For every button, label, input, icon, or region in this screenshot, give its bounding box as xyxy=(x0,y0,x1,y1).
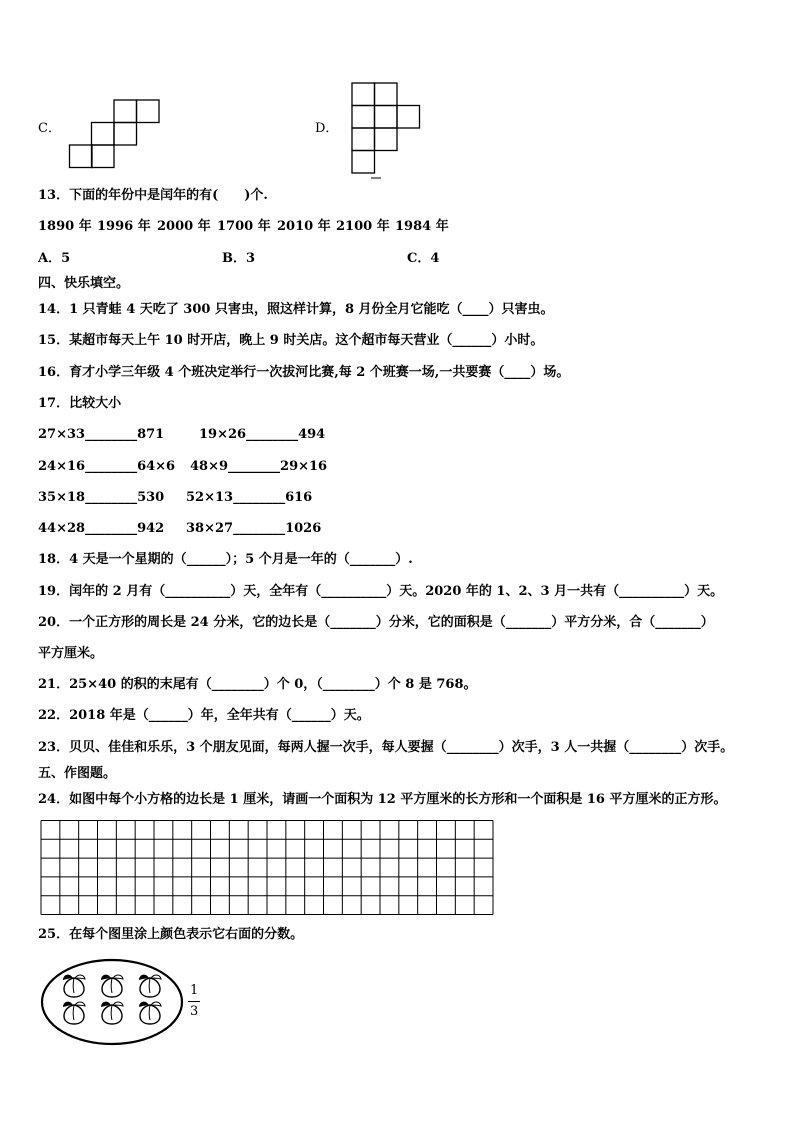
q13-year-1: 1890 年 xyxy=(38,219,92,234)
peach-icon xyxy=(139,1002,161,1024)
q17-title: 17．比较大小 xyxy=(38,396,122,411)
q21-text: 21．25×40 的积的末尾有（________）个 0，（________）个 8 是 768。 xyxy=(38,677,477,692)
q13-year-7: 1984 年 xyxy=(395,219,449,234)
q13-option-b: B．3 xyxy=(222,251,256,266)
q24-square-grid xyxy=(40,820,495,915)
q17-row1-right: 19×26________494 xyxy=(199,427,326,442)
peach-icon xyxy=(63,975,85,997)
q13-year-5: 2010 年 xyxy=(277,219,331,234)
q12-option-d-net xyxy=(351,82,421,180)
q13-year-2: 1996 年 xyxy=(97,219,151,234)
q17-row4-left: 44×28________942 xyxy=(38,521,165,536)
q25-fraction-denominator: 3 xyxy=(190,1004,199,1019)
q13-stem: 13．下面的年份中是闰年的有( )个. xyxy=(38,188,268,203)
section-5-heading: 五、作图题。 xyxy=(38,766,117,781)
q17-row4-right: 38×27________1026 xyxy=(186,521,322,536)
peach-icon xyxy=(101,1002,123,1024)
q25-fraction-numerator: 1 xyxy=(190,983,199,998)
q12-option-c-net xyxy=(69,99,161,169)
q14-text: 14．1 只青蛙 4 天吃了 300 只害虫，照这样计算，8 月份全月它能吃（____）只害虫。 xyxy=(38,302,554,317)
q13-year-4: 1700 年 xyxy=(217,219,271,234)
q17-row2-right: 48×9________29×16 xyxy=(190,459,328,474)
section-4-heading: 四、快乐填空。 xyxy=(38,276,130,291)
q19-text: 19．闰年的 2 月有（__________）天，全年有（__________）天。2020 年的 1、2、3 月一共有（__________）天。 xyxy=(38,584,724,599)
q12-option-c-label: C． xyxy=(38,121,61,136)
q25-peach-group xyxy=(40,957,185,1047)
q20-line2: 平方厘米。 xyxy=(38,646,104,661)
q17-row3-left: 35×18________530 xyxy=(38,490,165,505)
q25-stem: 25．在每个图里涂上颜色表示它右面的分数。 xyxy=(38,927,304,942)
q13-option-a: A．5 xyxy=(38,251,71,266)
q18-text: 18．4 天是一个星期的（______）；5 个月是一年的（_______）. xyxy=(38,552,413,567)
q13-option-c: C．4 xyxy=(407,251,440,266)
q17-row2-left: 24×16________64×6 xyxy=(38,459,176,474)
q13-year-3: 2000 年 xyxy=(157,219,211,234)
q25-fraction-bar xyxy=(188,1001,200,1002)
q24-text: 24．如图中每个小方格的边长是 1 厘米，请画一个面积为 12 平方厘米的长方形和一个面积是 16 平方厘米的正方形。 xyxy=(38,792,727,807)
q12-option-d-label: D． xyxy=(315,121,339,136)
q17-row3-right: 52×13________616 xyxy=(186,490,313,505)
q23-text: 23．贝贝、佳佳和乐乐，3 个朋友见面，每两人握一次手，每人要握（________）次手，3 人一共握（________）次手。 xyxy=(38,740,734,755)
peach-icon xyxy=(101,975,123,997)
q20-line1: 20．一个正方形的周长是 24 分米，它的边长是（_______）分米，它的面积是（_______）平方分米，合（_______） xyxy=(38,615,714,630)
q15-text: 15．某超市每天上午 10 时开店，晚上 9 时关店。这个超市每天营业（______）小时。 xyxy=(38,333,544,348)
peach-icon xyxy=(63,1002,85,1024)
q13-year-6: 2100 年 xyxy=(336,219,390,234)
peach-icon xyxy=(139,975,161,997)
q16-text: 16．育才小学三年级 4 个班决定举行一次拔河比赛,每 2 个班赛一场,一共要赛（____）场。 xyxy=(38,365,570,380)
q22-text: 22．2018 年是（______）年，全年共有（______）天。 xyxy=(38,708,370,723)
q17-row1-left: 27×33________871 xyxy=(38,427,165,442)
